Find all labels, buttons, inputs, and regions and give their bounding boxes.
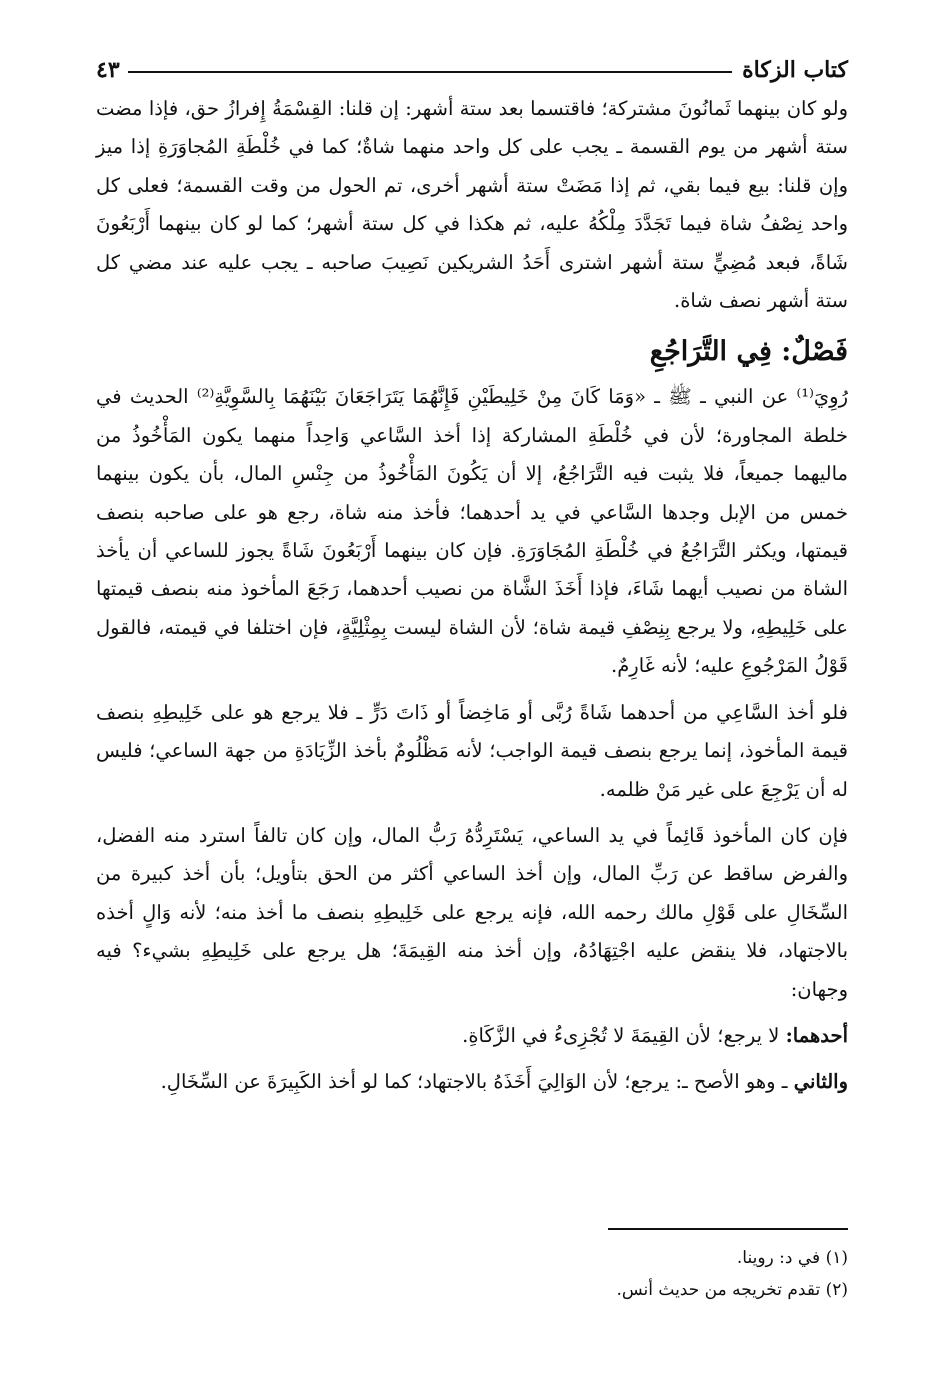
footnote-separator	[608, 1228, 848, 1230]
paragraph: فلو أخذ السَّاعِي من أحدهما شَاةً رُبَّى أو مَاخِضاً أو ذَاتَ دَرٍّ ـ فلا يرجع هو على خَلِيطِهِ بنصف قيمة المأخوذ، إنما يرجع بنصف قيمة الواجب؛ لأنه مَظْلُومٌ بأخذ الزِّيَادَةِ من جهة الساعي؛ فليس له أن يَرْجِعَ على غير مَنْ ظلمه.	[96, 700, 848, 801]
option-text: ـ وهو الأصح ـ: يرجع؛ لأن الوَالِيَ أَخَذَهُ بالاجتهاد؛ كما لو أخذ الكَبِيرَةَ عن السِّخَالِ.	[160, 1070, 794, 1094]
page-number: ٤٣	[96, 57, 120, 83]
paragraph: ولو كان بينهما ثَمانُونَ مشتركة؛ فاقتسما بعد ستة أشهر: إن قلنا: القِسْمَةُ إِفرازُ حق، فإذا مضت ستة أشهر من يوم القسمة ـ يجب على كل واحد منهما شاةٌ؛ كما في خُلْطَةِ المُجاوَرَةِ إذا ميز وإن قلنا: بيع فيما بقي، ثم إذا مَضَتْ ستة أشهر أخرى، تم الحول من وقت القسمة؛ فعلى كل واحد نِصْفُ شاة فيما تَجَدَّدَ مِلْكُهُ عليه، ثم هكذا في كل ستة أشهر؛ كما لو كان بينهما أَرْبَعُونَ شَاةً، فبعد مُضِيٍّ ستة أشهر اشترى أَحَدُ الشريكين نَصِيبَ صاحبه ـ يجب عليه عند مضي كل ستة أشهر نصف شاة.	[96, 97, 848, 313]
option-label: والثاني	[793, 1070, 848, 1094]
footnote: (٢) تقدم تخريجه من حديث أنس.	[616, 1280, 848, 1300]
option-second	[96, 1063, 848, 1101]
option-text: لا يرجع؛ لأن القِيمَةَ لا تُجْزِىءُ في الزَّكَاةِ.	[462, 1023, 786, 1047]
footnote: (١) في د: روينا.	[736, 1248, 848, 1268]
book-title: كتاب الزكاة	[742, 57, 848, 83]
page	[96, 50, 848, 1102]
running-header	[96, 50, 848, 90]
option-first	[96, 1017, 848, 1055]
paragraph: فإن كان المأخوذ قَائِماً في يد الساعي، يَسْتَرِدُّهُ رَبُّ المال، وإن كان تالفاً استرد منه الفضل، والفرض ساقط عن رَبِّ المال، وإن أخذ الساعي أكثر من الحق بتأويل؛ بأن أخذ كبيرة من السِّخَالِ على قَوْلِ مالك رحمه الله، فإنه يرجع على خَلِيطِهِ بنصف ما أخذ منه؛ لأنه وَالٍ أخذه بالاجتهاد، فلا ينقض عليه اجْتِهَادُهُ، وإن أخذ منه القِيمَةَ؛ هل يرجع على خَلِيطِهِ بشيء؟ فيه وجهان:	[96, 823, 848, 1001]
option-label: أحدهما:	[785, 1023, 848, 1047]
paragraph: رُوِيَ⁽¹⁾ عن النبي ـ ﷺ ـ «وَمَا كَانَ مِنْ خَلِيطَيْنِ فَإِنَّهُمَا يَتَرَاجَعَانَ بَيْنَهُمَا بِالسَّوِيَّةِ⁽²⁾ الحديث في خلطة المجاورة؛ لأن في خُلْطَةِ المشاركة إذا أخذ السَّاعي وَاحِداً منهما يكون المَأْخُوذُ من ماليهما جميعاً، فلا يثبت فيه التَّرَاجُعُ، إلا أن يَكُونَ المَأْخُوذُ من جِنْسِ المال، بأن يكون بينهما خمس من الإبل وجدها السَّاعي في يد أحدهما؛ فأخذ منه شاة، رجع هو على صاحبه بنصف قيمتها، ويكثر التَّرَاجُعُ في خُلْطَةِ المُجَاوَرَةِ. فإن كان بينهما أَرْبَعُونَ شَاةً يجوز للساعي أن يأخذ الشاة من نصيب أيهما شَاءَ، فإذا أَخَذَ الشَّاة من نصيب أحدهما، رَجَعَ المأخوذ منه بنصف قيمتها على خَلِيطِهِ، ولا يرجع بِنِصْفِ قيمة شاة؛ لأن الشاة ليست بِمِثْلِيَّةٍ، فإن اختلفا في قيمته، فالقول قَوْلُ المَرْجُوعِ عليه؛ لأنه غَارِمٌ.	[96, 385, 848, 678]
section-heading: فَصْلٌ: فِي التَّرَاجُعِ	[649, 336, 848, 368]
main-text	[96, 90, 848, 1102]
header-rule	[128, 71, 733, 73]
footnotes	[96, 1242, 848, 1306]
